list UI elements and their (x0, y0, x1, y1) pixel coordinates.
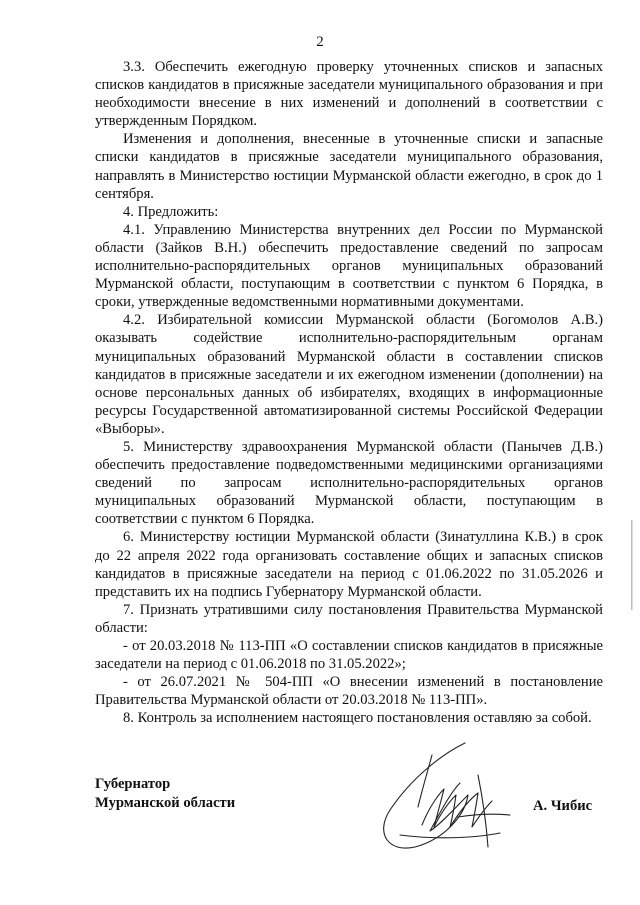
signatory-title-line2: Мурманской области (95, 795, 236, 811)
paragraph-7-item-1: - от 20.03.2018 № 113-ПП «О составлении списков кандидатов в присяжные заседатели на период с 01.06.2018 по 31.05.2022»; (95, 638, 603, 673)
signatory-title (95, 775, 235, 813)
paragraph-3-3-amendments: Изменения и дополнения, внесенные в уточненные списки и запасные списки кандидатов в присяжные заседатели муниципального образования, направлять в Министерство юстиции Мурманской области ежегодно, в срок до 1 сентября. (95, 131, 603, 202)
signatory-name: А. Чибис (533, 798, 593, 814)
paragraph-6: 6. Министерству юстиции Мурманской области (Зинатуллина К.В.) в срок до 22 апреля 2022 года организовать составление общих и запасных списков кандидатов в присяжные заседатели на период с 01.06.2022 по 31.05.2026 и представить их на подпись Губернатору Мурманской области. (95, 529, 603, 600)
paragraph-4-1: 4.1. Управлению Министерства внутренних дел России по Мурманской области (Зайков В.Н.) обеспечить предоставление сведений по запросам исполнительно-распорядительных органов муниципальных образований Мурманской области, поступающим в соответствии с пунктом 6 Порядка, в сроки, утвержденные ведомственными нормативными документами. (95, 221, 603, 311)
paragraph-4: 4. Предложить: (123, 203, 219, 220)
paragraph-4-2: 4.2. Избирательной комиссии Мурманской области (Богомолов А.В.) оказывать содействие исполнительно-распорядительным органам муниципальных образований Мурманской области в составлении списков кандидатов в присяжные заседатели и их ежегодном изменении (дополнении) на основе персональных данных об избирателях, входящих в информационные ресурсы Государственной автоматизированной системы Российской Федерации «Выборы». (95, 312, 603, 437)
signatory-title-line1: Губернатор (95, 776, 171, 792)
paragraph-3-3: 3.3. Обеспечить ежегодную проверку уточненных списков и запасных списков кандидатов в присяжные заседатели муниципального образования и при необходимости внесение в них изменений и дополнений в соответствии с утвержденным Порядком. (95, 59, 603, 130)
scan-edge-mark (630, 520, 634, 610)
paragraph-5: 5. Министерству здравоохранения Мурманской области (Панычев Д.В.) обеспечить предоставление подведомственными медицинскими организациями сведений по запросам исполнительно-распорядительных органов муниципальных образований Мурманской области, поступающим в соответствии с пунктом 6 Порядка. (95, 438, 603, 528)
paragraph-7-item-2: - от 26.07.2021 № 504-ПП «О внесении изменений в постановление Правительства Мурманской области от 20.03.2018 № 113-ПП». (95, 674, 603, 709)
handwritten-signature (370, 735, 530, 865)
document-body (95, 58, 603, 727)
paragraph-8: 8. Контроль за исполнением настоящего постановления оставляю за собой. (123, 710, 592, 727)
page-number: 2 (316, 34, 324, 50)
paragraph-7: 7. Признать утратившими силу постановления Правительства Мурманской области: (95, 601, 603, 636)
